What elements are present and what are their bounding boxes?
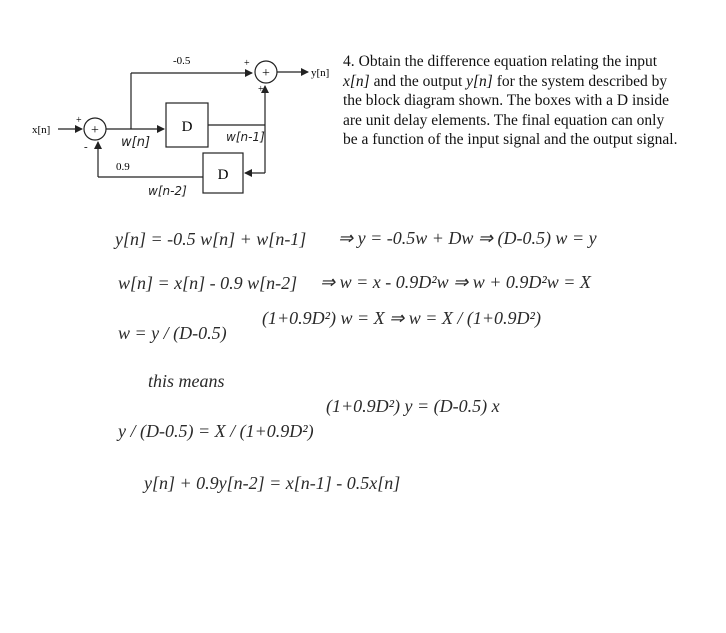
adder-2-sign-left: + — [244, 58, 250, 69]
gain-bottom-label: 0.9 — [116, 161, 130, 173]
handwritten-w-n: w[n] — [121, 135, 151, 150]
handwritten-w-n-2: w[n-2] — [148, 184, 187, 198]
problem-number: 4. — [343, 53, 355, 70]
work-line-6: (1+0.9D²) w = X ⇒ w = X / (1+0.9D²) — [262, 308, 541, 328]
gain-top-label: -0.5 — [173, 55, 191, 67]
output-label: y[n] — [311, 67, 330, 79]
work-line-9: (1+0.9D²) y = (D-0.5) x — [326, 396, 500, 416]
adder-1-sign-input: + — [76, 115, 82, 126]
problem-text-b: and the output — [369, 72, 467, 90]
input-label: x[n] — [32, 124, 51, 136]
output-var: y[n] — [466, 72, 493, 90]
work-line-1: y[n] = -0.5 w[n] + w[n-1] — [115, 229, 307, 249]
adder-1-symbol: + — [91, 123, 99, 138]
delay-box-1-label: D — [181, 119, 193, 135]
handwritten-w-n-1: w[n-1] — [226, 130, 265, 144]
work-line-5: w = y / (D-0.5) — [118, 323, 227, 343]
work-line-2: ⇒ y = -0.5w + Dw ⇒ (D-0.5) w = y — [338, 228, 597, 248]
work-line-4: ⇒ w = x - 0.9D²w ⇒ w + 0.9D²w = X — [320, 272, 591, 292]
adder-2-sign-bottom: + — [258, 84, 264, 95]
problem-text-a: Obtain the difference equation relating the input — [358, 53, 658, 70]
work-line-8: y / (D-0.5) = X / (1+0.9D²) — [118, 421, 314, 441]
adder-1-sign-feedback: - — [84, 141, 88, 153]
problem-text-c: for the system described by the block diagram shown. The boxes with a D inside are unit delay elements. The final equation can only be a function of the input signal and the output signal. — [343, 72, 678, 149]
handwritten-work — [113, 228, 597, 493]
delay-box-2-label: D — [217, 167, 229, 183]
input-var: x[n] — [343, 72, 370, 90]
problem-statement — [343, 52, 678, 150]
work-line-3: w[n] = x[n] - 0.9 w[n-2] — [118, 273, 298, 293]
work-line-7: this means — [148, 371, 225, 391]
work-line-10: y[n] + 0.9y[n-2] = x[n-1] - 0.5x[n] — [144, 473, 401, 493]
adder-2-symbol: + — [262, 66, 270, 81]
